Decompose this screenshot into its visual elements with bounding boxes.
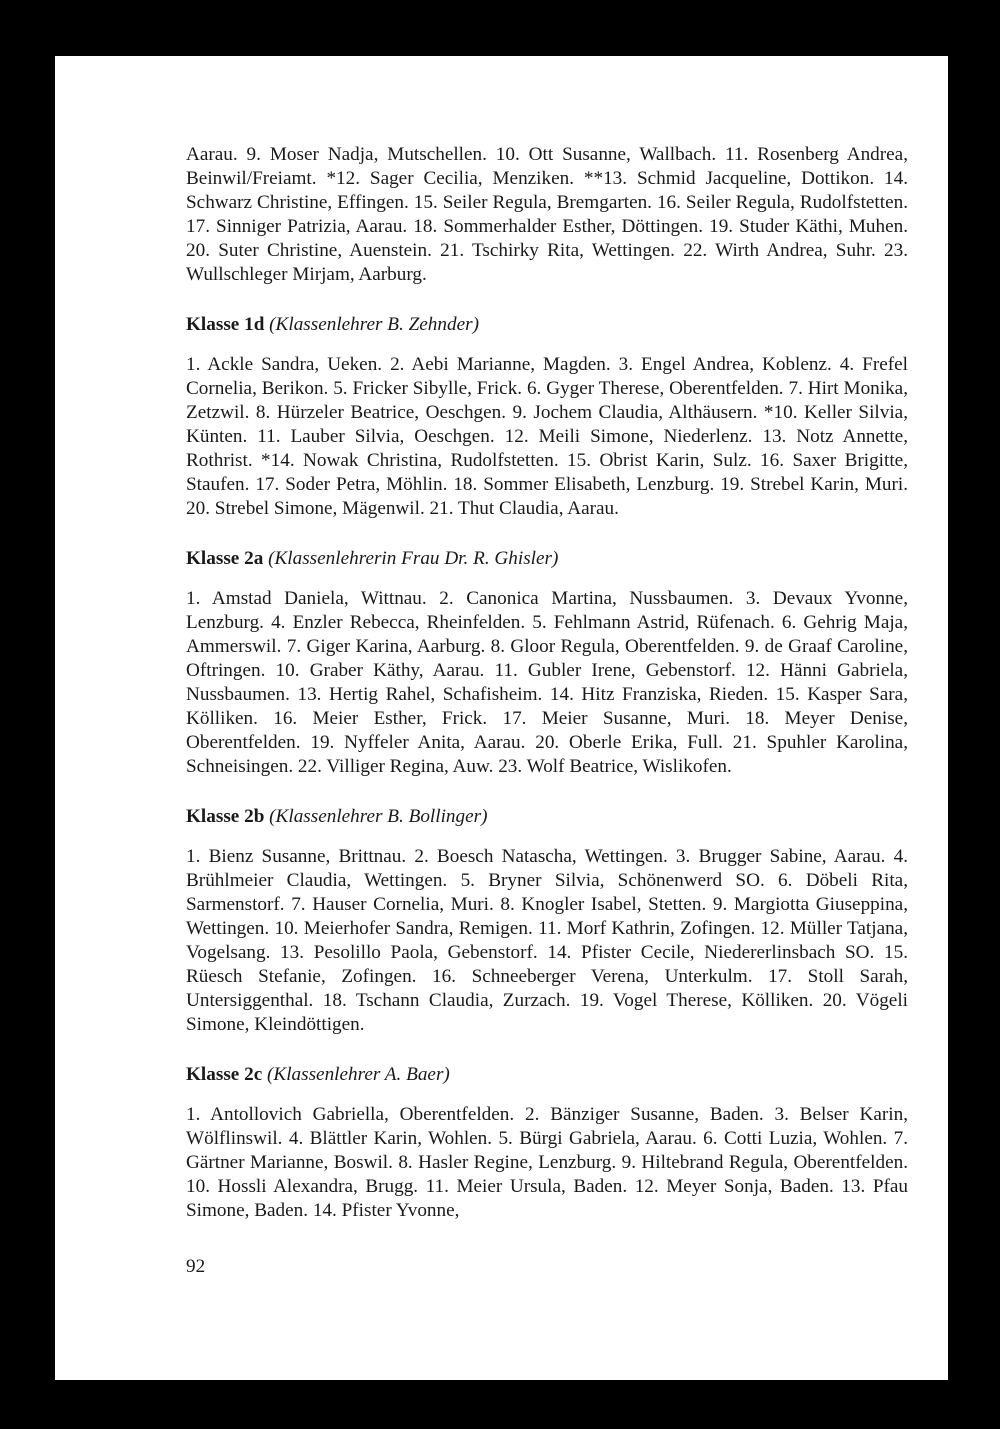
class-label: Klasse 2b (186, 806, 265, 827)
class-label: Klasse 2a (186, 548, 264, 569)
intro-paragraph: Aarau. 9. Moser Nadja, Mutschellen. 10. Ott Susanne, Wallbach. 11. Rosenberg Andrea, Beinwil/Freiamt. *12. Sager Cecilia, Menziken. **13. Schmid Jacqueline, Dottikon. 14. Schwarz Christine, Effingen. 15. Seiler Regula, Bremgarten. 16. Seiler Regula, Rudolfstetten. 17. Sinniger Patrizia, Aarau. 18. Sommerhalder Esther, Döttingen. 19. Studer Käthi, Muhen. 20. Suter Christine, Auenstein. 21. Tschirky Rita, Wettingen. 22. Wirth Andrea, Suhr. 23. Wullschleger Mirjam, Aarburg. (186, 144, 908, 285)
section-text-2a: 1. Amstad Daniela, Wittnau. 2. Canonica Martina, Nussbaumen. 3. Devaux Yvonne, Lenzburg. 4. Enzler Rebecca, Rheinfelden. 5. Fehlmann Astrid, Rüfenach. 6. Gehrig Maja, Ammerswil. 7. Giger Karina, Aarburg. 8. Gloor Regula, Oberentfelden. 9. de Graaf Caroline, Oftringen. 10. Graber Käthy, Aarau. 11. Gubler Irene, Gebenstorf. 12. Hänni Gabriela, Nussbaumen. 13. Hertig Rahel, Schafisheim. 14. Hitz Franziska, Rieden. 15. Kasper Sara, Kölliken. 16. Meier Esther, Frick. 17. Meier Susanne, Muri. 18. Meyer Denise, Oberentfelden. 19. Nyffeler Anita, Aarau. 20. Oberle Erika, Full. 21. Spuhler Karolina, Schneisingen. 22. Villiger Regina, Auw. 23. Wolf Beatrice, Wislikofen. (186, 588, 908, 777)
section-heading-2c (186, 1063, 908, 1087)
class-label: Klasse 1d (186, 314, 265, 335)
section-text-1d: 1. Ackle Sandra, Ueken. 2. Aebi Marianne, Magden. 3. Engel Andrea, Koblenz. 4. Frefel Cornelia, Berikon. 5. Fricker Sibylle, Frick. 6. Gyger Therese, Oberentfelden. 7. Hirt Monika, Zetzwil. 8. Hürzeler Beatrice, Oeschgen. 9. Jochem Claudia, Althäusern. *10. Keller Silvia, Künten. 11. Lauber Silvia, Oeschgen. 12. Meili Simone, Niederlenz. 13. Notz Annette, Rothrist. *14. Nowak Christina, Rudolfstetten. 15. Obrist Karin, Sulz. 16. Saxer Brigitte, Staufen. 17. Soder Petra, Möhlin. 18. Sommer Elisabeth, Lenzburg. 19. Strebel Karin, Muri. 20. Strebel Simone, Mägenwil. 21. Thut Claudia, Aarau. (186, 354, 908, 519)
section-text-2b: 1. Bienz Susanne, Brittnau. 2. Boesch Natascha, Wettingen. 3. Brugger Sabine, Aarau. 4. Brühlmeier Claudia, Wettingen. 5. Bryner Silvia, Schönenwerd SO. 6. Döbeli Rita, Sarmenstorf. 7. Hauser Cornelia, Muri. 8. Knogler Isabel, Stetten. 9. Margiotta Giuseppina, Wettingen. 10. Meierhofer Sandra, Remigen. 11. Morf Kathrin, Zofingen. 12. Müller Tatjana, Vogelsang. 13. Pesolillo Paola, Gebenstorf. 14. Pfister Cecile, Niedererlinsbach SO. 15. Rüesch Stefanie, Zofingen. 16. Schneeberger Verena, Unterkulm. 17. Stoll Sarah, Untersiggenthal. 18. Tschann Claudia, Zurzach. 19. Vogel Therese, Kölliken. 20. Vögeli Simone, Kleindöttigen. (186, 846, 908, 1035)
page-number: 92 (186, 1256, 206, 1277)
teacher-name: (Klassenlehrer B. Bollinger) (269, 806, 488, 827)
section-heading-2b (186, 805, 908, 829)
teacher-name: (Klassenlehrerin Frau Dr. R. Ghisler) (268, 548, 559, 569)
class-label: Klasse 2c (186, 1064, 263, 1085)
section-heading-2a (186, 547, 908, 571)
text-block (186, 143, 908, 1223)
section-heading-1d (186, 313, 908, 337)
document-page (55, 56, 948, 1380)
teacher-name: (Klassenlehrer A. Baer) (267, 1064, 450, 1085)
section-text-2c: 1. Antollovich Gabriella, Oberentfelden. 2. Bänziger Susanne, Baden. 3. Belser Karin, Wölflinswil. 4. Blättler Karin, Wohlen. 5. Bürgi Gabriela, Aarau. 6. Cotti Luzia, Wohlen. 7. Gärtner Marianne, Boswil. 8. Hasler Regine, Lenzburg. 9. Hiltebrand Regula, Oberentfelden. 10. Hossli Alexandra, Brugg. 11. Meier Ursula, Baden. 12. Meyer Sonja, Baden. 13. Pfau Simone, Baden. 14. Pfister Yvonne, (186, 1104, 908, 1221)
teacher-name: (Klassenlehrer B. Zehnder) (269, 314, 479, 335)
